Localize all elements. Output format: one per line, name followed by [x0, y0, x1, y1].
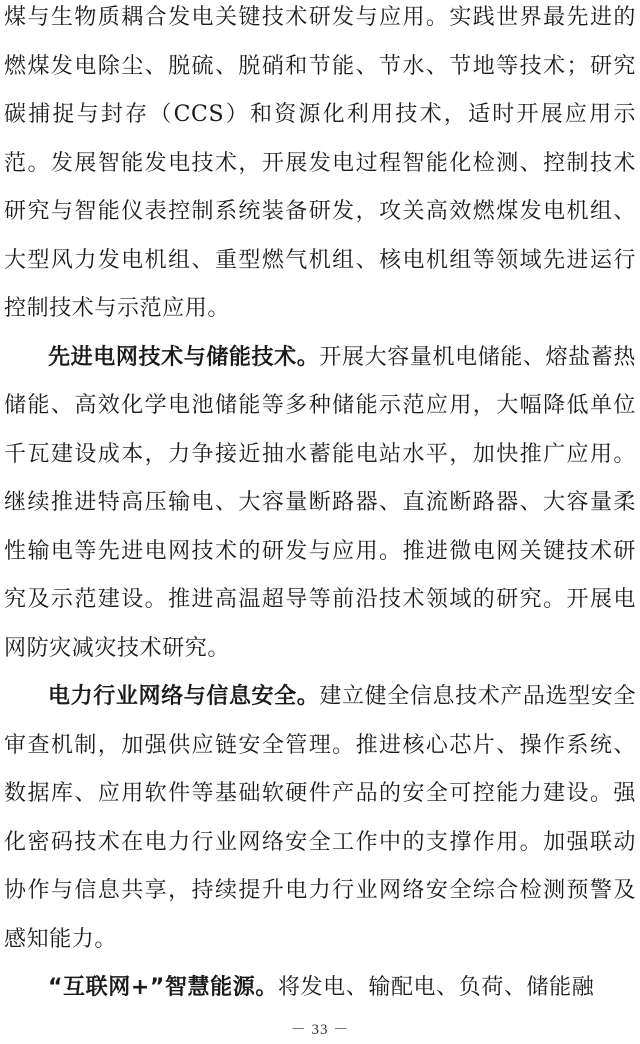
section-heading-smart-energy: “互联网+”智慧能源。 — [48, 975, 278, 1000]
paragraph-text: 将发电、输配电、负荷、储能融 — [277, 975, 595, 1000]
paragraph-grid-storage — [4, 334, 636, 674]
paragraph-power-generation — [4, 0, 636, 334]
paragraph-text: 煤与生物质耦合发电关键技术研发与应用。实践世界最先进的燃煤发电除尘、脱硫、脱硝和节能、节水、节地等技术；研究碳捕捉与封存（CCS）和资源化利用技术，适时开展应用示范。发展智能发电技术，开展发电过程智能化检测、控制技术研究与智能仪表控制系统装备研发，攻关高效燃煤发电机组、大型风力发电机组、重型燃气机组、核电机组等领域先进运行控制技术与示范应用。 — [4, 5, 636, 321]
paragraph-text: 建立健全信息技术产品选型安全审查机制，加强供应链安全管理。推进核心芯片、操作系统、数据库、应用软件等基础软硬件产品的安全可控能力建设。强化密码技术在电力行业网络安全工作中的支撑作用。加强联动协作与信息共享，持续提升电力行业网络安全综合检测预警及感知能力。 — [4, 684, 636, 952]
paragraph-smart-energy — [4, 964, 636, 1013]
page-number: － 33 － — [290, 1022, 350, 1038]
paragraph-network-security — [4, 673, 636, 964]
paragraph-text: 开展大容量机电储能、熔盐蓄热储能、高效化学电池储能等多种储能示范应用，大幅降低单位千瓦建设成本，力争接近抽水蓄能电站水平，加快推广应用。继续推进特高压输电、大容量断路器、直流断路器、大容量柔性输电等先进电网技术的研发与应用。推进微电网关键技术研究及示范建设。推进高温超导等前沿技术领域的研究。开展电网防灾减灾技术研究。 — [4, 344, 636, 661]
section-heading-network-security: 电力行业网络与信息安全。 — [48, 684, 320, 709]
section-heading-grid-storage: 先进电网技术与储能技术。 — [48, 344, 320, 370]
document-body — [4, 0, 636, 1013]
